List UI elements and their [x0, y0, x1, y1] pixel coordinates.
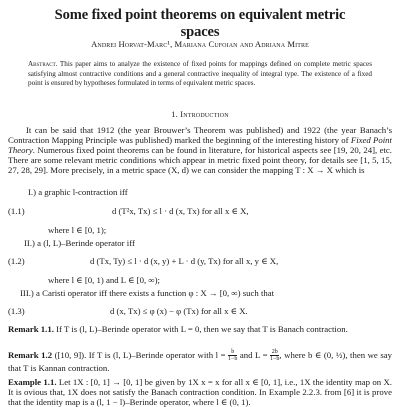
remark-1-2: [8, 349, 392, 373]
example-text: Let 1X : [0, 1] → [0, 1] be given by 1X x = x for all x ∈ [0, 1], i.e., 1X the identity map on X. It is ovious that, 1X does not satisfy the Banach contraction condition. In Example 2.2.3. from [6] it is prove that the identity map is a (l, 1 − l)–Berinde operator, where l ∈ (0, 1).: [8, 377, 392, 407]
list-item-marker: II.): [24, 238, 35, 248]
abstract-label: Abstract.: [28, 60, 58, 68]
list-item-3: [20, 288, 274, 298]
equation-where: where l ∈ [0, 1) and L ∈ [0, ∞);: [48, 275, 160, 285]
equation-number: (1.2): [8, 256, 25, 266]
intro-text-b: . Numerous fixed point theorems can be found in literature, for historical aspects see [19, 20, 24], etc. There are some relevant metric conditions which appear in metric fixed point theory, for details see [1, 5, 15, 27, 28, 29]. More precisely, in a metric space (X, d) we can consider the mapping T : X → X which is: [8, 145, 392, 176]
remark-label: Remark 1.2: [8, 349, 53, 360]
equation-1-3: d (x, Tx) ≤ φ (x) − φ (Tx) for all x ∈ X.: [110, 306, 248, 316]
list-item-2: [24, 238, 135, 248]
paper-title: Some fixed point theorems on equivalent metric spaces: [54, 7, 346, 40]
abstract-text: This paper aims to analyze the existence of fixed points for mappings defined on complete metric spaces satisfying almost contractive conditions and a general contractive inequality of integral type. The existence of a fixed point is ensured by hypotheses formulated in terms of equivalent metric spaces.: [28, 60, 372, 88]
list-item-text: a graphic l-contraction iff: [38, 187, 128, 197]
list-item-text: a (l, L)–Berinde operator iff: [37, 238, 135, 248]
authors-text: Andrei Horvat-Marc¹, Mariana Cufoian and Adriana Mitre: [91, 39, 309, 49]
section-heading: [0, 110, 400, 119]
equation-number: (1.3): [8, 306, 25, 316]
intro-emphasis: Fixed Point Theory: [8, 135, 392, 156]
section-title: Introduction: [180, 110, 229, 119]
fraction: $\frac{b}{1-b}$: [228, 349, 238, 363]
equation-number: (1.1): [8, 206, 25, 216]
list-item-marker: I.): [28, 187, 37, 197]
section-number: 1.: [171, 110, 178, 119]
equation-where: where l ∈ [0, 1);: [48, 225, 107, 235]
abstract: [28, 60, 372, 89]
remark-text-b: and L =: [237, 349, 271, 360]
example-1-1: [8, 377, 392, 407]
equation-1-1: d (T²x, Tx) ≤ l · d (x, Tx) for all x ∈ X,: [112, 206, 249, 216]
example-label: Example 1.1.: [8, 377, 57, 387]
intro-text-a: It can be said that 1912 (the year Brouwer’s Theorem was published) and 1922 (the year Banach’s Contraction Mapping Principle was published) marked the beginning of the interesting history of: [8, 125, 392, 146]
paper-authors: [10, 39, 390, 49]
remark-text-c: , where b ∈ (0, ½), then we say that T is Kannan contraction.: [8, 349, 392, 373]
remark-1-1: [8, 324, 392, 334]
fraction: $\frac{2b}{1-b}$: [270, 349, 280, 363]
list-item-text: a Caristi operator iff there exists a function φ : X → [0, ∞) such that: [36, 288, 275, 298]
remark-text-a: ([10, 9]). If T is (l, L)–Berinde operator with l =: [52, 349, 228, 360]
list-item-1: [28, 187, 128, 197]
intro-paragraph: [8, 125, 392, 175]
equation-1-2: d (Tx, Ty) ≤ l · d (x, y) + L · d (y, Tx) for all x, y ∈ X,: [90, 256, 279, 266]
remark-label: Remark 1.1.: [8, 324, 54, 334]
remark-text: If T is (l, L)–Berinde operator with L = 0, then we say that T is Banach contraction.: [53, 324, 348, 334]
list-item-marker: III.): [20, 288, 34, 298]
